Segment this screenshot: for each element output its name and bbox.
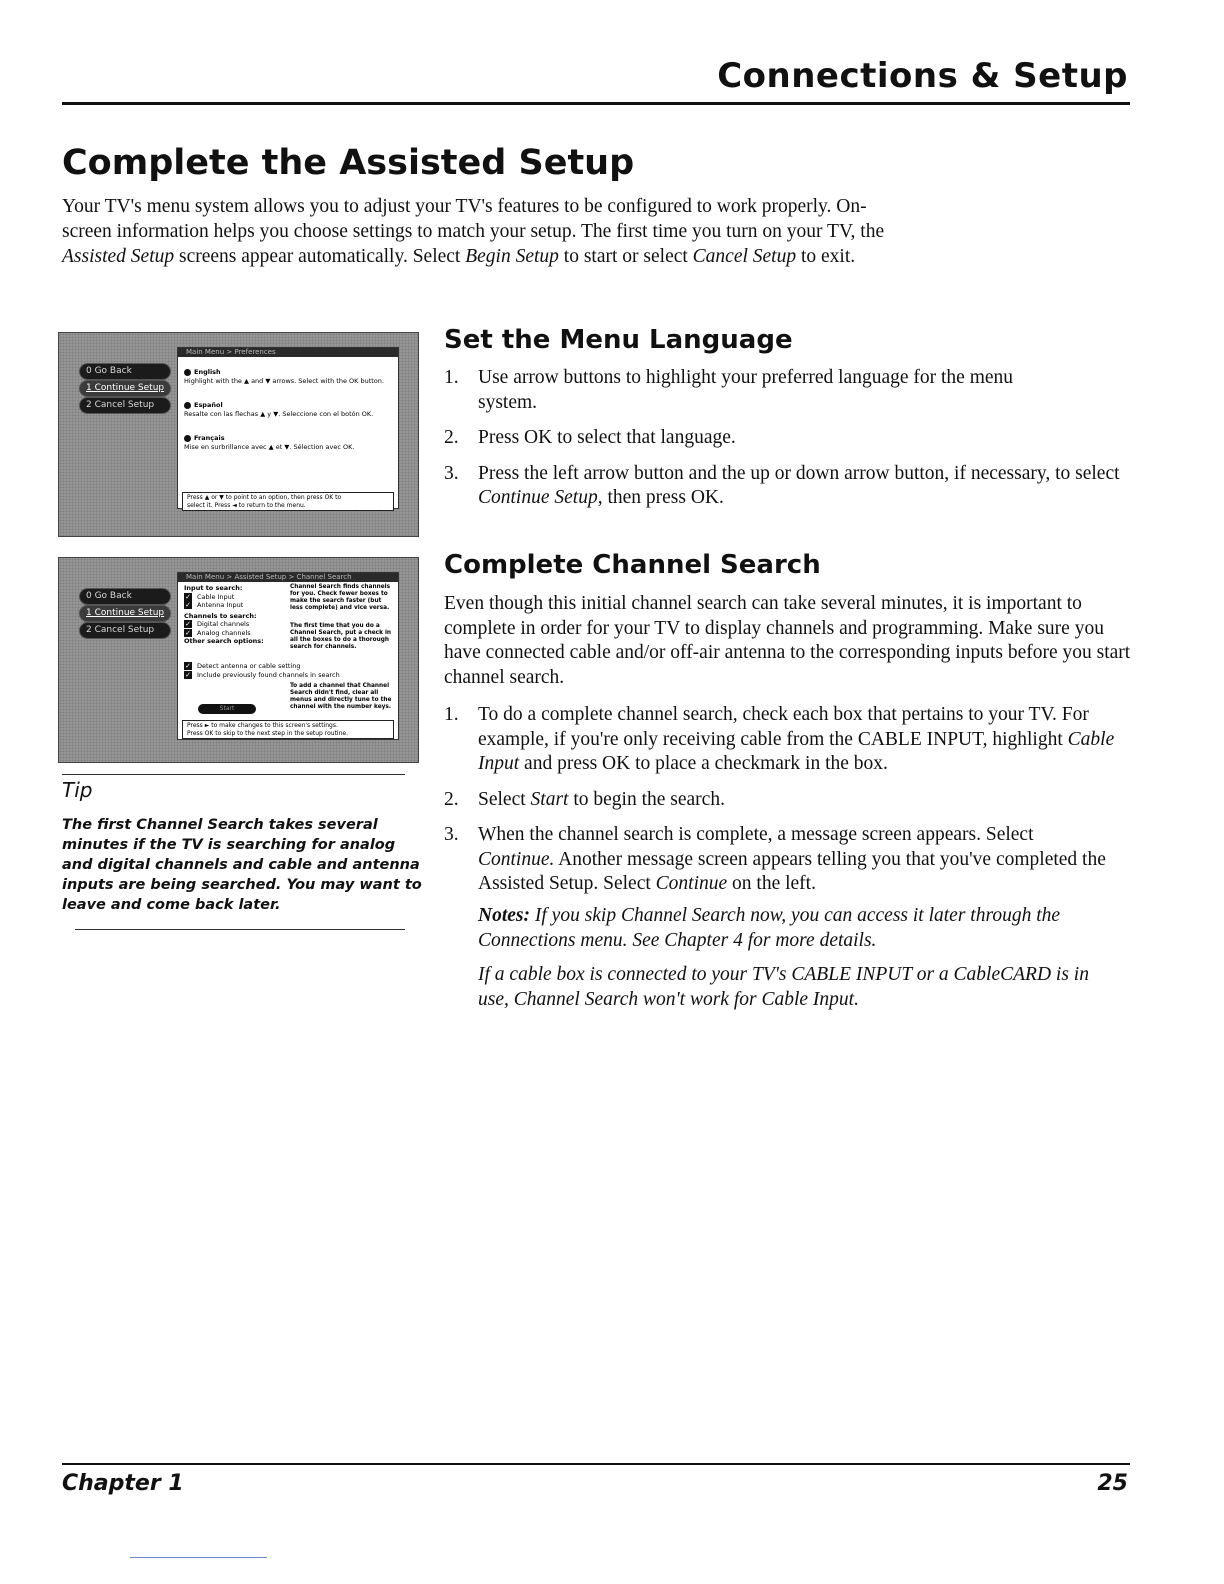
continue-setup-button: 1 Continue Setup	[79, 605, 171, 622]
search-note-3: To add a channel that Channel Search didn't find, clear all menus and directly tune to the channel with the number keys.	[290, 683, 392, 710]
channel-search-intro: Even though this initial channel search can take several minutes, it is important to complete in order for your TV to display channels and programming. Make sure you have connected cable and/or off-air antenna to the corresponding inputs before you start channel search.	[444, 593, 1131, 688]
page-number: 25	[1097, 1471, 1128, 1496]
menu-language-steps	[444, 366, 1134, 511]
channels-heading: Channels to search:	[184, 611, 257, 620]
checkmark-icon: ✓	[185, 620, 191, 628]
language-option-francais: Français	[184, 434, 394, 442]
language-option-english: English	[184, 368, 394, 376]
cancel-setup-button: 2 Cancel Setup	[79, 622, 171, 639]
checkmark-icon: ✓	[185, 670, 191, 679]
section-heading-channel-search: Complete Channel Search	[444, 550, 821, 580]
checkmark-icon: ✓	[185, 592, 191, 601]
checkbox-include-previous: ✓ Include previously found channels in search	[185, 670, 340, 679]
language-help-english: Highlight with the ▲ and ▼ arrows. Select with the OK button.	[184, 377, 384, 385]
step-item: 2. Select Start to begin the search.	[444, 788, 725, 810]
help-box: Press ► to make changes to this screen's settings. Press OK to skip to the next step in the setup routine.	[182, 720, 394, 739]
tip-top-rule	[62, 774, 405, 775]
step-item: 3. Press the left arrow button and the up or down arrow button, if necessary, to select Continue Setup, then press OK.	[444, 462, 1120, 508]
checkbox-digital-channels: ✓ Digital channels	[185, 620, 250, 628]
step-item: 1. To do a complete channel search, check each box that pertains to your TV. For example, if you're only receiving cable from the CABLE INPUT, highlight Cable Input and press OK to place a checkmark in the box.	[444, 704, 1115, 774]
checkbox-detect-antenna: ✓ Detect antenna or cable setting	[185, 662, 301, 670]
tip-bottom-rule	[75, 929, 405, 930]
language-menu-screenshot	[58, 332, 419, 537]
section-header-title: Connections & Setup	[717, 56, 1128, 96]
continue-setup-button: 1 Continue Setup	[79, 380, 171, 397]
checkbox-analog-channels: ✓ Analog channels	[185, 628, 251, 637]
language-help-francais: Mise en surbrillance avec ▲ et ▼. Sélection avec OK.	[184, 443, 355, 451]
radio-icon	[184, 435, 191, 442]
channel-search-panel	[177, 572, 399, 740]
search-note-1: Channel Search finds channels for you. Check fewer boxes to make the search faster (but less complete) and vice versa.	[290, 584, 391, 611]
language-panel	[177, 347, 399, 509]
note-1: Notes: If you skip Channel Search now, you can access it later through the Connections menu. See Chapter 4 for more details.	[478, 905, 1061, 951]
other-heading: Other search options:	[184, 637, 264, 645]
notes-label: Notes:	[478, 905, 530, 926]
footer-rule	[62, 1463, 1130, 1465]
checkbox-cable-input: ✓ Cable Input	[185, 592, 235, 601]
radio-icon	[184, 402, 191, 409]
breadcrumb: Main Menu > Preferences	[178, 348, 398, 357]
go-back-button: 0 Go Back	[79, 588, 171, 605]
footer-chapter: Chapter 1	[62, 1471, 184, 1496]
intro-paragraph: Your TV's menu system allows you to adjust your TV's features to be configured to work properly. On-screen information helps you choose settings to match your setup. The first time you turn on your TV, the Assisted Setup screens appear automatically. Select Begin Setup to start or select Cancel Setup to exit.	[62, 196, 885, 267]
help-box: Press ▲ or ▼ to point to an option, then press OK to select it. Press ◄ to return to the menu.	[182, 492, 394, 511]
checkbox-antenna-input: ✓ Antenna Input	[185, 601, 244, 609]
radio-icon	[184, 369, 191, 376]
search-note-2: The first time that you do a Channel Search, put a check in all the boxes to do a thorough search for channels.	[290, 623, 392, 650]
step-item: 2. Press OK to select that language.	[444, 427, 736, 448]
channel-search-screenshot	[58, 557, 419, 763]
input-heading: Input to search:	[184, 584, 243, 592]
language-option-espanol: Español	[184, 401, 394, 409]
header-rule	[62, 102, 1130, 105]
language-help-espanol: Resalte con las flechas ▲ y ▼. Seleccione con el botón OK.	[184, 410, 374, 418]
tip-title: Tip	[62, 778, 93, 802]
cancel-setup-button: 2 Cancel Setup	[79, 397, 171, 414]
checkmark-icon: ✓	[185, 601, 191, 609]
start-button: Start	[198, 704, 256, 714]
channel-search-steps	[444, 703, 1134, 897]
page-title: Complete the Assisted Setup	[62, 143, 635, 183]
checkmark-icon: ✓	[185, 628, 191, 637]
breadcrumb: Main Menu > Assisted Setup > Channel Search	[178, 573, 398, 582]
checkmark-icon: ✓	[185, 662, 191, 670]
step-item: 1. Use arrow buttons to highlight your preferred language for the menu system.	[444, 367, 1014, 413]
tip-text: The first Channel Search takes several minutes if the TV is searching for analog and digital channels and cable and antenna inputs are being searched. You may want to leave and come back later.	[62, 817, 422, 913]
section-heading-menu-language: Set the Menu Language	[444, 325, 793, 355]
go-back-button: 0 Go Back	[79, 363, 171, 380]
step-item: 3. When the channel search is complete, a message screen appears. Select Continue. Another message screen appears telling you that you've completed the Assisted Setup. Select Continue on the left.	[444, 824, 1106, 894]
note-2: If a cable box is connected to your TV's CABLE INPUT or a CableCARD is in use, Channel Search won't work for Cable Input.	[478, 964, 1089, 1010]
link-underline	[130, 1557, 267, 1558]
